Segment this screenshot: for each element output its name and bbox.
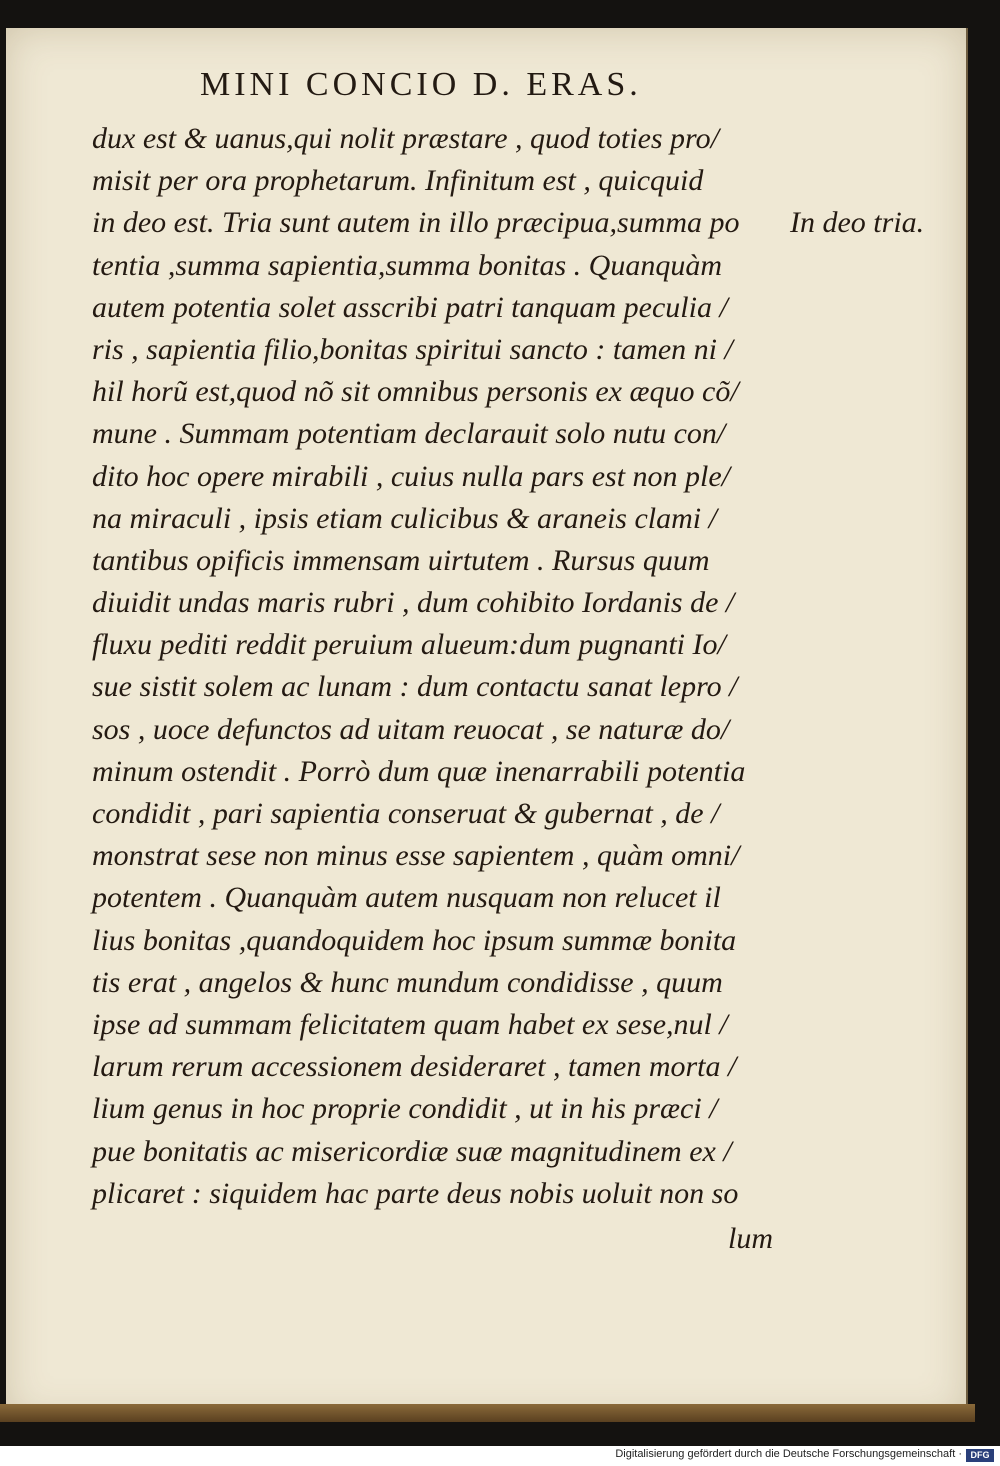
- text-line: diuidit undas maris rubri , dum cohibito Iordanis de /: [92, 586, 735, 620]
- text-line: minum ostendit . Porrò dum quæ inenarrabili potentia: [92, 754, 746, 788]
- page-edge: [0, 1404, 975, 1422]
- text-line: hil horũ est,quod nõ sit omnibus personis ex æquo cõ/: [92, 375, 739, 409]
- text-line: tentia ,summa sapientia,summa bonitas . Quanquàm: [92, 248, 722, 282]
- text-line: misit per ora prophetarum. Infinitum est , quicquid: [92, 164, 704, 198]
- funding-notice: Digitalisierung gefördert durch die Deutsche Forschungsgemeinschaft ·: [615, 1448, 962, 1460]
- catchword: lum: [728, 1222, 773, 1255]
- text-line: potentem . Quanquàm autem nusquam non relucet il: [92, 881, 721, 915]
- text-line: plicaret : siquidem hac parte deus nobis uoluit non so: [92, 1176, 739, 1210]
- text-line: ipse ad summam felicitatem quam habet ex sese,nul /: [92, 1007, 728, 1041]
- dfg-logo: DFG: [966, 1449, 994, 1462]
- text-line: dito hoc opere mirabili , cuius nulla pars est non ple/: [92, 459, 731, 493]
- text-line: na miraculi , ipsis etiam culicibus & araneis clami /: [92, 501, 717, 535]
- body-text: [92, 118, 792, 1215]
- footer-bar: [0, 1446, 1000, 1466]
- text-line: fluxu pediti reddit peruium alueum:dum pugnanti Io/: [92, 628, 726, 662]
- text-line: lius bonitas ,quandoquidem hoc ipsum summæ bonita: [92, 923, 737, 957]
- text-line: condidit , pari sapientia conseruat & gubernat , de /: [92, 797, 720, 830]
- text-line: pue bonitatis ac misericordiæ suæ magnitudinem ex /: [92, 1134, 732, 1168]
- text-line: dux est & uanus,qui nolit præstare , quod toties pro/: [92, 122, 719, 155]
- text-line: sue sistit solem ac lunam : dum contactu sanat lepro /: [92, 670, 738, 704]
- running-head: MINI CONCIO D. ERAS.: [200, 66, 642, 103]
- text-line: sos , uoce defunctos ad uitam reuocat , se naturæ do/: [92, 712, 730, 746]
- text-line: tantibus opificis immensam uirtutem . Rursus quum: [92, 543, 710, 577]
- text-line: in deo est. Tria sunt autem in illo præcipua,summa po: [92, 206, 740, 240]
- text-line: monstrat sese non minus esse sapientem , quàm omni/: [92, 839, 740, 873]
- text-line: tis erat , angelos & hunc mundum condidisse , quum: [92, 965, 723, 999]
- text-line: autem potentia solet asscribi patri tanquam peculia /: [92, 290, 728, 324]
- text-line: ris , sapientia filio,bonitas spiritui sancto : tamen ni /: [92, 332, 733, 366]
- text-line: larum rerum accessionem desideraret , tamen morta /: [92, 1050, 737, 1084]
- marginal-note: In deo tria.: [790, 206, 925, 239]
- text-line: mune . Summam potentiam declarauit solo nutu con/: [92, 417, 726, 451]
- text-line: lium genus in hoc proprie condidit , ut in his præci /: [92, 1092, 718, 1126]
